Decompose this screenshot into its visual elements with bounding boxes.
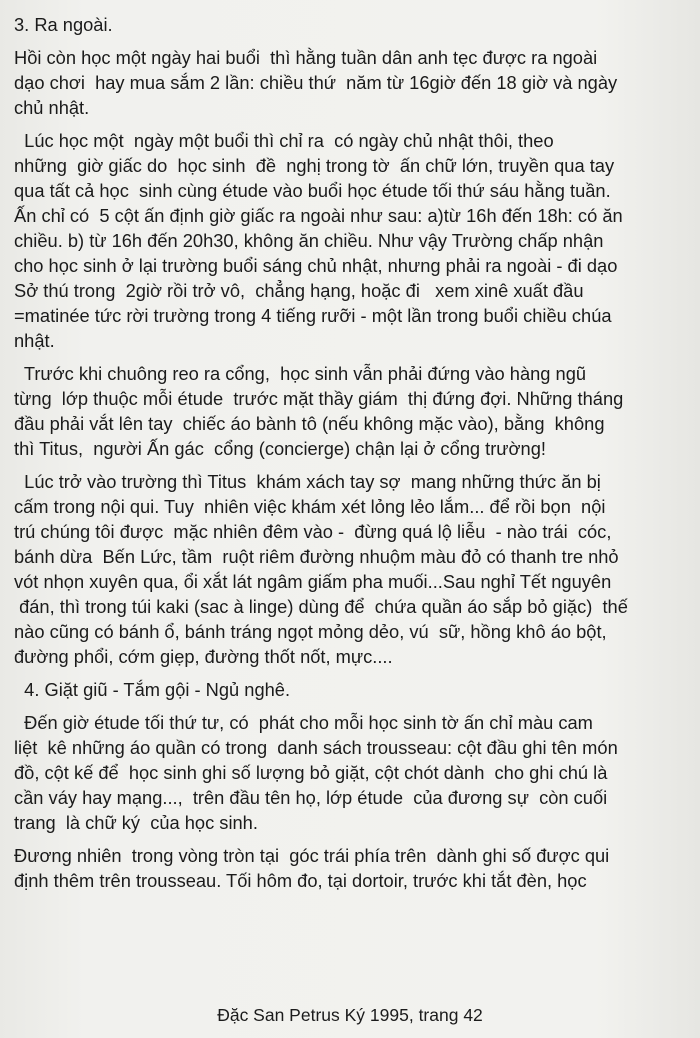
block-gap	[14, 37, 690, 45]
paragraph	[14, 710, 690, 835]
text-line: qua tất cả học sinh cùng étude vào buổi học étude tối thứ sáu hằng tuần.	[14, 180, 611, 201]
text-line: Ấn chỉ có 5 cột ấn định giờ giấc ra ngoài như sau: a)từ 16h đến 18h: có ăn	[14, 205, 623, 226]
text-line: đầu phải vắt lên tay chiếc áo bành tô (nếu không mặc vào), bằng không	[14, 413, 605, 434]
block-gap	[14, 461, 690, 469]
block-gap	[14, 120, 690, 128]
text-line: cần váy hay mạng..., trên đầu tên họ, lớp étude của đương sự còn cuối	[14, 787, 608, 808]
text-line: bánh dừa Bến Lức, tầm ruột riêm đường nhuộm màu đỏ có thanh tre nhỏ	[14, 546, 619, 567]
text-line: liệt kê những áo quần có trong danh sách trousseau: cột đầu ghi tên món	[14, 737, 618, 758]
text-line: chủ nhật.	[14, 97, 90, 118]
paragraph	[14, 843, 690, 893]
document-body	[14, 12, 690, 893]
text-line: Trước khi chuông reo ra cổng, học sinh vẫn phải đứng vào hàng ngũ	[14, 363, 587, 384]
text-line: vót nhọn xuyên qua, ổi xắt lát ngâm giấm pha muối...Sau nghỉ Tết nguyên	[14, 571, 612, 592]
text-line: những giờ giấc do học sinh đề nghị trong tờ ấn chữ lớn, truyền qua tay	[14, 155, 615, 176]
text-line: thì Titus, người Ấn gác cổng (concierge) chận lại ở cổng trường!	[14, 438, 546, 459]
paragraph	[14, 45, 690, 120]
text-line: đường phổi, cớm giẹp, đường thốt nốt, mực....	[14, 646, 393, 667]
text-line: định thêm trên trousseau. Tối hôm đo, tại dortoir, trước khi tắt đèn, học	[14, 870, 587, 891]
text-line: trang là chữ ký của học sinh.	[14, 812, 258, 833]
text-line: Lúc trở vào trường thì Titus khám xách tay sợ mang những thức ăn bị	[14, 471, 601, 492]
text-line: nào cũng có bánh ổ, bánh tráng ngọt mỏng dẻo, vú sữ, hồng khô áo bột,	[14, 621, 607, 642]
page-footer: Đặc San Petrus Ký 1995, trang 42	[217, 1005, 483, 1025]
text-line: dạo chơi hay mua sắm 2 lần: chiều thứ năm từ 16giờ đến 18 giờ và ngày	[14, 72, 618, 93]
text-line: trú chúng tôi được mặc nhiên đêm vào - đừng quá lộ liễu - nào trái cóc,	[14, 521, 612, 542]
text-line: chiều. b) từ 16h đến 20h30, không ăn chiều. Như vậy Trường chấp nhận	[14, 230, 604, 251]
text-line: từng lớp thuộc mỗi étude trước mặt thầy giám thị đứng đợi. Những tháng	[14, 388, 624, 409]
section-heading: 4. Giặt giũ - Tắm gội - Ngủ nghê.	[14, 679, 291, 700]
text-line: Đến giờ étude tối thứ tư, có phát cho mỗi học sinh tờ ấn chỉ màu cam	[14, 712, 593, 733]
block-gap	[14, 835, 690, 843]
text-line: Đương nhiên trong vòng tròn tại góc trái phía trên dành ghi số được qui	[14, 845, 610, 866]
paragraph	[14, 128, 690, 353]
block-gap	[14, 669, 690, 677]
text-line: cho học sinh ở lại trường buổi sáng chủ nhật, nhưng phải ra ngoài - đi dạo	[14, 255, 618, 276]
text-line: =matinée tức rời trường trong 4 tiếng rưỡi - một lần trong buổi chiều chúa	[14, 305, 612, 326]
text-line: Hồi còn học một ngày hai buổi thì hằng tuần dân anh tẹc được ra ngoài	[14, 47, 598, 68]
block-gap	[14, 702, 690, 710]
text-line: nhật.	[14, 330, 55, 351]
paragraph	[14, 469, 690, 669]
text-line: cấm trong nội qui. Tuy nhiên việc khám xét lỏng lẻo lắm... để rồi bọn nội	[14, 496, 606, 517]
block-gap	[14, 353, 690, 361]
paragraph	[14, 361, 690, 461]
section-heading: 3. Ra ngoài.	[14, 14, 113, 35]
text-line: đán, thì trong túi kaki (sac à linge) dùng để chứa quần áo sắp bỏ giặc) thế	[14, 596, 628, 617]
text-line: đồ, cột kế để học sinh ghi số lượng bỏ giặt, cột chót dành cho ghi chú là	[14, 762, 608, 783]
text-line: Lúc học một ngày một buổi thì chỉ ra có ngày chủ nhật thôi, theo	[14, 130, 554, 151]
text-line: Sở thú trong 2giờ rồi trở vô, chẳng hạng, hoặc đi xem xinê xuất đầu	[14, 280, 584, 301]
